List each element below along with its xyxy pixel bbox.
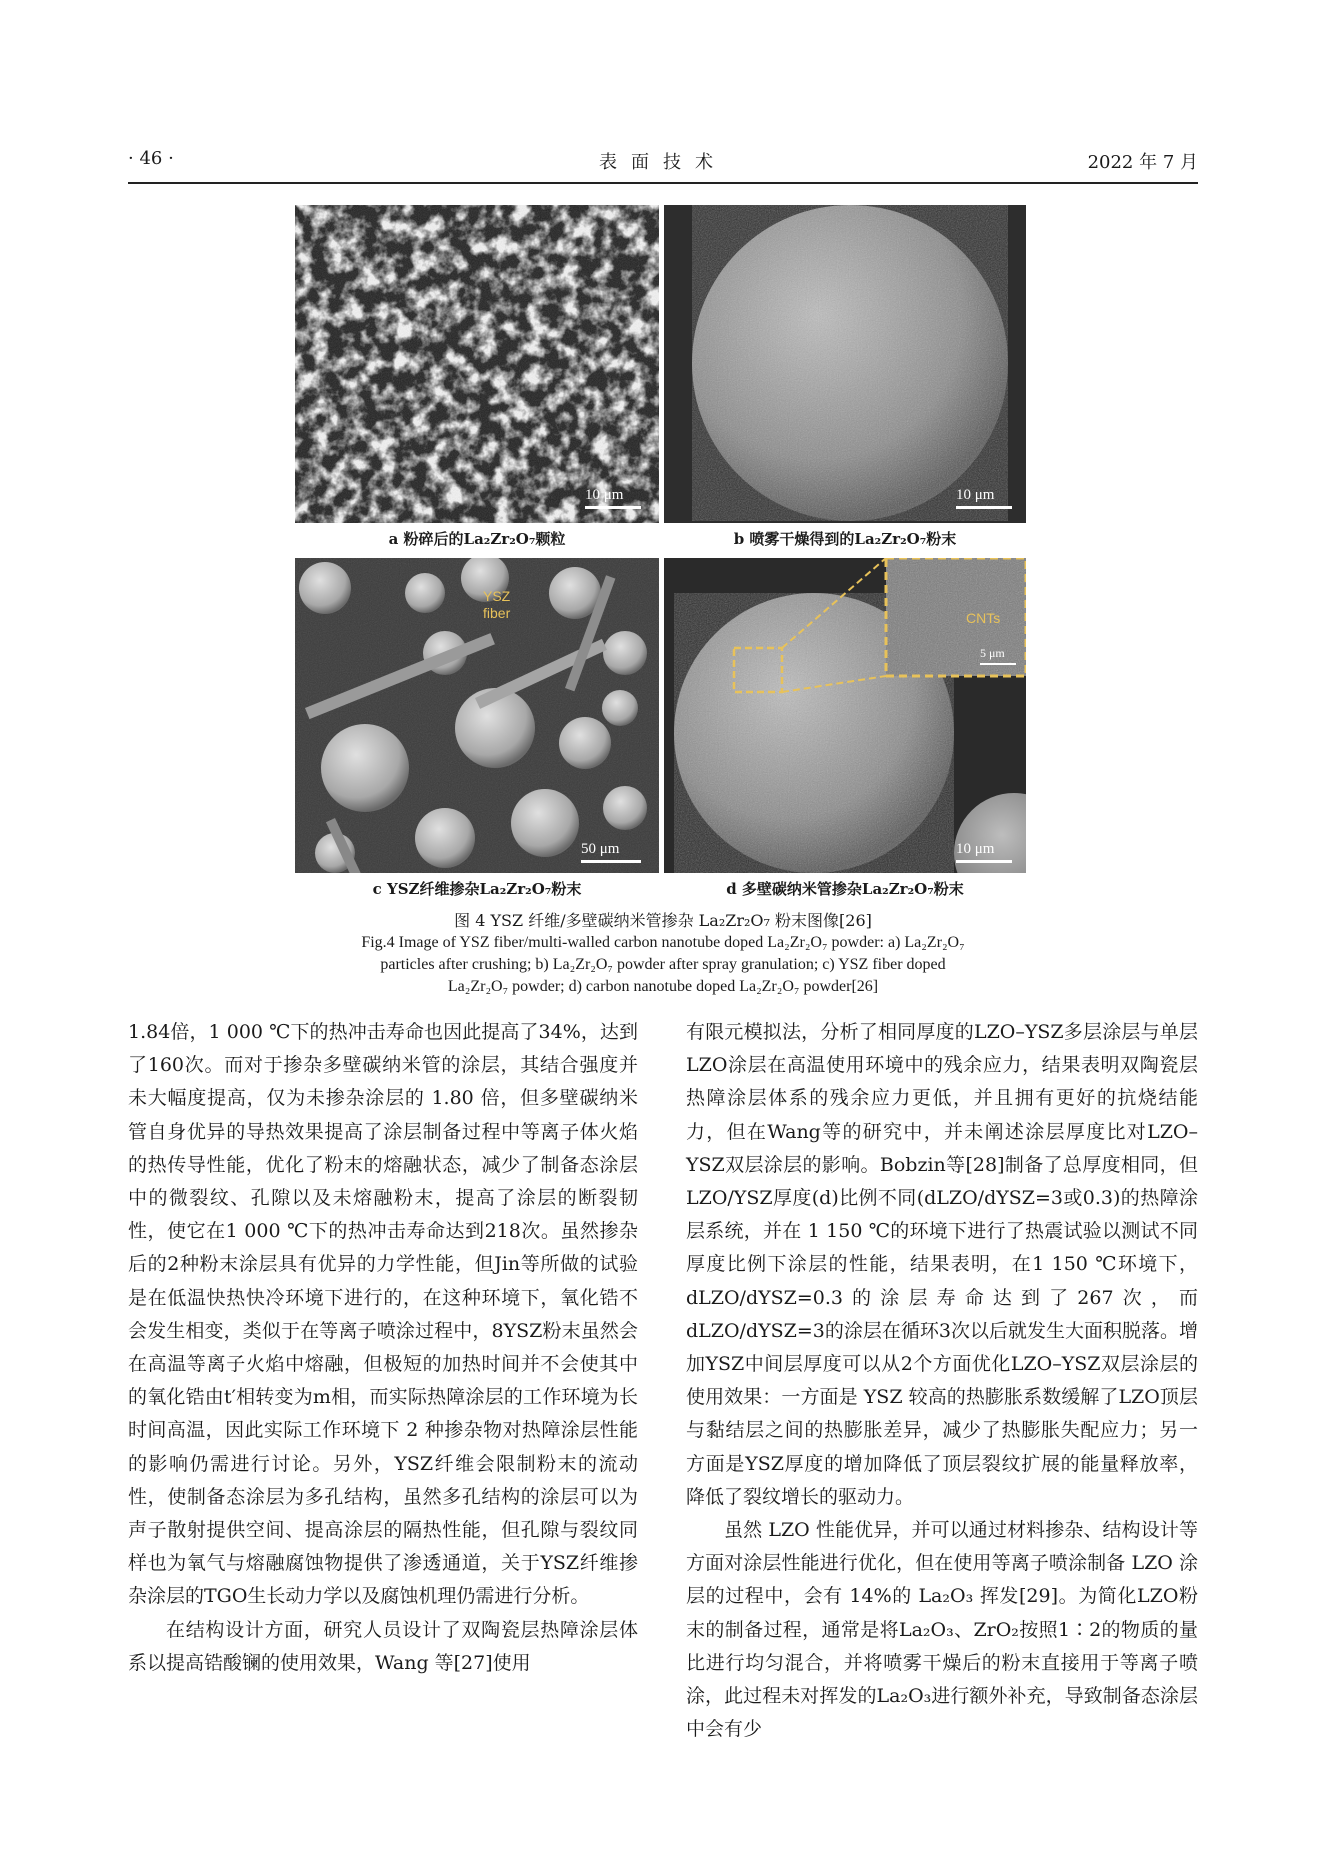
scale-bar-c: 50 μm <box>581 841 641 863</box>
figure-panel-b <box>664 205 1026 523</box>
issue-date: 2022 年 7 月 <box>1087 152 1198 173</box>
right-paragraph-1: 有限元模拟法，分析了相同厚度的LZO–YSZ多层涂层与单层LZO涂层在高温使用环境中的残余应力，结果表明双陶瓷层热障涂层体系的残余应力更低，并且拥有更好的抗烧结能力，但在Wang等的研究中，并未阐述涂层厚度比对LZO–YSZ双层涂层的影响。Bobzin等[28]制备了总厚度相同，但LZO/YSZ厚度(d)比例不同(dLZO/dYSZ=3或0.3)的热障涂层系统，并在 1 150 ℃的环境下进行了热震试验以测试不同厚度比例下涂层的性能，结果表明，在1 150 ℃环境下，dLZO/dYSZ=0.3的涂层寿命达到了267次，而dLZO/dYSZ=3的涂层在循环3次以后就发生大面积脱落。增加YSZ中间层厚度可以从2个方面优化LZO–YSZ双层涂层的使用效果：一方面是 YSZ 较高的热膨胀系数缓解了LZO顶层与黏结层之间的热膨胀差异，减少了热膨胀失配应力；另一方面是YSZ厚度的增加降低了顶层裂纹扩展的能量释放率，降低了裂纹增长的驱动力。 <box>686 1021 1198 1508</box>
header-rule <box>128 182 1198 184</box>
caption-c: c YSZ纤维掺杂La₂Zr₂O₇粉末 <box>372 880 582 898</box>
left-paragraph-2: 在结构设计方面，研究人员设计了双陶瓷层热障涂层体系以提高锆酸镧的使用效果，Wang 等[27]使用 <box>128 1618 638 1674</box>
scale-bar-d: 10 μm <box>956 841 1012 863</box>
figure-panel-c <box>295 558 659 873</box>
figure-panel-d <box>664 558 1026 873</box>
left-column <box>128 1016 638 1680</box>
figure-title-en: Fig.4 Image of YSZ fiber/multi-walled carbon nanotube doped La₂Zr₂O₇ powder: a) La₂Zr₂O₇ particles after crushing; b) La₂Zr₂O₇ powder after spray granulation; c) YSZ fiber doped La₂Zr₂O₇ powder; d) carbon nanotube doped La₂Zr₂O₇ powder[26] <box>361 934 965 995</box>
caption-b: b 喷雾干燥得到的La₂Zr₂O₇粉末 <box>733 530 957 548</box>
page-number: · 46 · <box>128 148 174 169</box>
page-header <box>128 148 1198 176</box>
left-paragraph-1: 1.84倍，1 000 ℃下的热冲击寿命也因此提高了34%，达到了160次。而对于掺杂多壁碳纳米管的涂层，其结合强度并未大幅度提高，仅为未掺杂涂层的 1.80 倍，但多壁碳纳米管自身优异的导热效果提高了涂层制备过程中等离子体火焰的热传导性能，优化了粉末的熔融状态，减少了制备态涂层中的微裂纹、孔隙以及未熔融粉末，提高了涂层的断裂韧性，使它在1 000 ℃下的热冲击寿命达到218次。虽然掺杂后的2种粉末涂层具有优异的力学性能，但Jin等所做的试验是在低温快热快冷环境下进行的，在这种环境下，氧化锆不会发生相变，类似于在等离子喷涂过程中，8YSZ粉末虽然会在高温等离子火焰中熔融，但极短的加热时间并不会使其中的氧化锆由t′相转变为m相，而实际热障涂层的工作环境为长时间高温，因此实际工作环境下 2 种掺杂物对热障涂层性能的影响仍需进行讨论。另外，YSZ纤维会限制粉末的流动性，使制备态涂层为多孔结构，虽然多孔结构的涂层可以为声子散射提供空间、提高涂层的隔热性能，但孔隙与裂纹同样也为氧气与熔融腐蚀物提供了渗透通道，关于YSZ纤维掺杂涂层的TGO生长动力学以及腐蚀机理仍需进行分析。 <box>128 1021 638 1608</box>
figure-title-cn: 图 4 YSZ 纤维/多壁碳纳米管掺杂 La₂Zr₂O₇ 粉末图像[26] <box>454 911 872 930</box>
caption-d: d 多壁碳纳米管掺杂La₂Zr₂O₇粉末 <box>726 880 964 898</box>
journal-name: 表面技术 <box>599 152 727 173</box>
annotation-ysz-fiber: YSZ fiber <box>483 588 511 621</box>
inset-scale-bar: 5 μm <box>980 646 1016 665</box>
scale-bar-b: 10 μm <box>956 487 1012 509</box>
caption-a: a 粉碎后的La₂Zr₂O₇颗粒 <box>388 530 566 548</box>
scale-bar-a: 10 μm <box>585 487 641 509</box>
right-column <box>686 1016 1198 1746</box>
annotation-cnts: CNTs <box>966 610 1001 626</box>
right-paragraph-2: 虽然 LZO 性能优异，并可以通过材料掺杂、结构设计等方面对涂层性能进行优化，但在使用等离子喷涂制备 LZO 涂层的过程中，会有 14%的 La₂O₃ 挥发[29]。为简化LZO粉末的制备过程，通常是将La₂O₃、ZrO₂按照1∶2的物质的量比进行均匀混合，并将喷雾干燥后的粉末直接用于等离子喷涂，此过程未对挥发的La₂O₃进行额外补充，导致制备态涂层中会有少 <box>686 1519 1198 1741</box>
figure-panel-a <box>295 205 659 523</box>
